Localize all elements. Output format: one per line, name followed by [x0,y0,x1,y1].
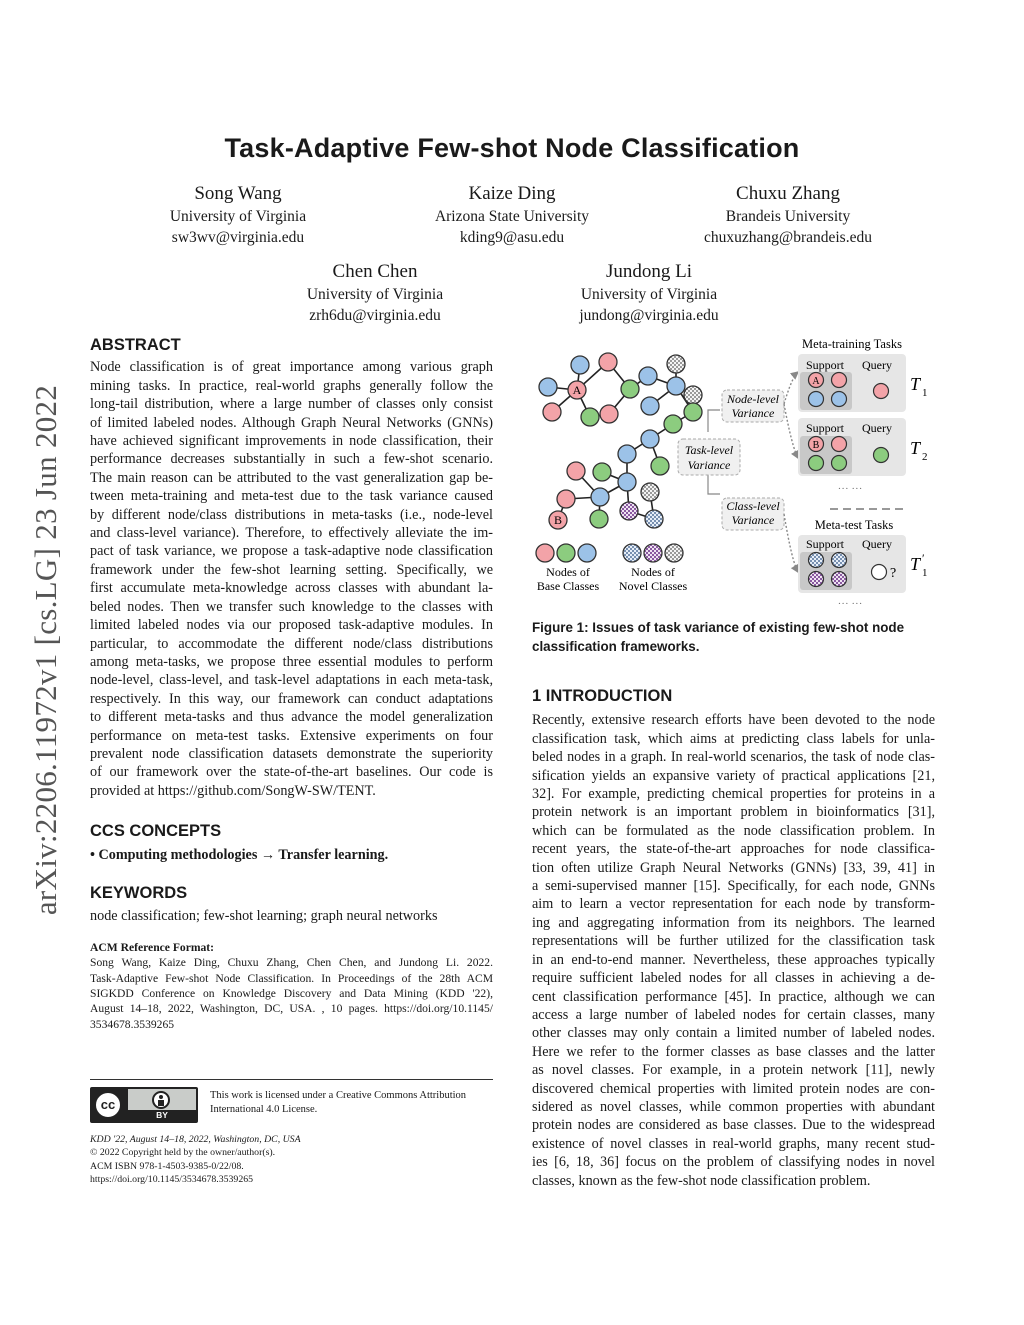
base-legend-line2: Base Classes [536,579,600,593]
author-affiliation: University of Virginia [580,286,718,303]
intro-line: existence of novel classes in real-world graphs, many recent stud- [532,1135,935,1152]
author-name: Chen Chen [332,261,418,282]
abstract-line: long-tail distribution, where a large number of classes only consist [90,396,493,413]
intro-heading: 1 INTRODUCTION [532,687,673,705]
intro-line: access a large number of labeled nodes for certain classes, many [532,1006,935,1023]
abstract-line: to different meta-tasks and thus advance the model generalization [90,709,493,726]
abstract-heading: ABSTRACT [90,336,181,354]
abstract-line: mining tasks. In practice, real-world graphs generally follow the [90,377,493,394]
license-footer: KDD '22, August 14–18, 2022, Washington, DC, USA © 2022 Copyright held by the owner/author(s). ACM ISBN 978-1-4503-9385-0/22/08. https://doi.org/10.1145/3534678.3539265 [90,1134,301,1186]
author-card [658,182,918,248]
task1-query: Query [862,358,892,372]
keywords-heading: KEYWORDS [90,883,188,902]
author-affiliation: Arizona State University [434,208,590,225]
intro-line: representations will be further utilized for the classification task [532,933,935,950]
class-level-l1: Class-level [726,499,780,513]
author-name: Jundong Li [605,261,693,282]
abstract-line: first accumulate meta-knowledge across classes with abundant la- [90,580,493,597]
intro-line: beled nodes in a graph. In real-world scenarios, the task of node clas- [532,749,935,766]
author-email[interactable]: kding9@asu.edu [459,229,565,246]
paper-title: Task-Adaptive Few-shot Node Classification [224,133,800,163]
author-affiliation: University of Virginia [306,286,444,303]
svg-text:1: 1 [922,567,928,579]
figure-1 [530,332,940,612]
intro-line: classes, known as the few-shot node classification problem. [532,1172,871,1189]
intro-line: ing and aggregating information from its neighbors. The learned [532,914,935,931]
svg-text:A: A [812,376,820,387]
intro-line: Recently, extensive research efforts have been devoted to the node [532,712,935,729]
ccs-text: • Computing methodologies → Transfer learning. [90,846,389,863]
figure-caption: Figure 1: Issues of task variance of existing few-shot node classification frameworks. [532,620,905,654]
svg-text:··· ···: ··· ··· [837,598,863,610]
intro-line: ies [6, 18, 36] focus on the problem of classifying nodes in novel [532,1154,935,1171]
task2-query: Query [862,421,892,435]
meta-training-title: Meta-training Tasks [802,337,902,351]
graph-nodes [539,353,702,529]
acm-ref-body [90,955,493,1032]
abstract-line: node-level, class-level, and task-level adaptations in each meta-task, [90,672,493,689]
acm-ref-line: August 14–18, 2022, Washington, DC, USA. , 10 pages. https://doi.org/10.1145/ [90,1002,493,1016]
task1-support: Support [805,358,845,372]
arxiv-stamp [16,360,76,940]
abstract-line: tween meta-training and meta-test due to the task variance caused [90,488,493,505]
intro-line: sidered as novel classes, while common properties with abundant [532,1098,935,1115]
intro-line: protein nodes are considered as base classes. Due to the widespread [532,1117,935,1134]
acm-ref-line: SIGKDD Conference on Knowledge Discovery and Data Mining (KDD '22), [90,987,493,1000]
right-column [532,687,935,1190]
intro-line: recent years, the state-of-the-art approaches for node classifica- [532,841,935,858]
intro-line: in an end-to-end manner. Nevertheless, these approaches typically [532,951,935,968]
acm-ref-line: Task-Adaptive Few-shot Node Classification. In Proceedings of the 28th ACM [90,971,493,985]
node-level-l2: Variance [731,406,775,420]
svg-text:B: B [812,440,820,451]
svg-text:′: ′ [922,551,925,565]
arxiv-id: arXiv:2206.11972v1 [cs.LG] 23 Jun 2022 [28,384,63,916]
cc-icon: cc [94,1091,122,1119]
intro-line: require sufficient labeled nodes for all classes in achieving a de- [532,970,935,987]
acm-ref-line: Song Wang, Kaize Ding, Chuxu Zhang, Chen Chen, and Jundong Li. 2022. [90,956,493,970]
author-email[interactable]: sw3wv@virginia.edu [171,229,305,246]
test-question-mark: ? [890,566,897,581]
license-rule [90,1079,493,1080]
acm-ref-heading: ACM Reference Format: [90,940,215,954]
abstract-line: particular, to accommodate the different node/class distributions [90,635,493,652]
cc-by-badge [90,1087,198,1123]
license-text: This work is licensed under a Creative Commons Attribution International 4.0 License. [210,1090,467,1115]
person-icon [152,1091,170,1109]
task-level-l2: Variance [687,458,731,472]
label-b: B [553,513,563,527]
author-card [245,260,505,326]
task2-support: Support [805,421,845,435]
abstract-line: and class-level variance). Therefore, to effectively alleviate the im- [90,525,493,542]
intro-line: which can be formulated as the node classification problem. In [532,822,935,839]
keywords-text: node classification; few-shot learning; graph neural networks [90,908,438,925]
abstract-line: performance on meta-test tasks. Extensive experiments on four [90,727,493,744]
abstract-line: have achieved significant improvements in node classification, their [90,433,493,450]
svg-text:2: 2 [922,451,928,463]
intro-line: discovered chemical properties with limited protein nodes are con- [532,1080,935,1097]
intro-line: protein network is an important problem in bioinformatics [31], [532,804,935,821]
meta-test-title: Meta-test Tasks [814,518,894,532]
abstract-line: of limited labeled nodes. Although Graph Neural Networks (GNNs) [90,414,493,431]
by-label: BY [128,1110,196,1121]
by-panel [128,1089,196,1121]
author-affiliation: University of Virginia [169,208,307,225]
intro-line: 32]. For example, predicting chemical properties for proteins in a [532,786,935,803]
abstract-line: by different node/class distributions in meta-tasks (i.e., node-level [90,506,493,523]
abstract-line: Node classification is of great importance among various graph [90,359,493,376]
abstract-line: The main reason can be attributed to the vast generalization gap be- [90,469,493,486]
svg-text:1: 1 [922,387,928,399]
abstract-line: provided at https://github.com/SongW-SW/TENT. [90,782,376,799]
author-email[interactable]: chuxuzhang@brandeis.edu [704,229,872,246]
intro-line: as novel classes. For example, in a protein network [11], newly [532,1062,935,1079]
test-support: Support [805,537,845,551]
abstract-line: of our framework over the state-of-the-art baselines. Our code is [90,764,493,781]
author-affiliation: Brandeis University [725,208,851,225]
test-task-symbol: T [910,554,921,574]
legend-nodes [536,544,683,562]
task2-symbol: T [910,438,921,458]
intro-line: classification task, which aims at predicting class labels for unla- [532,730,935,747]
task-level-l1: Task-level [684,443,734,457]
author-email[interactable]: zrh6du@virginia.edu [309,307,441,324]
svg-text:··· ···: ··· ··· [837,483,863,495]
intro-line: other classes may only contain a limited number of labeled nodes. [532,1025,935,1042]
acm-ref-line: 3534678.3539265 [90,1017,175,1031]
author-name: Song Wang [194,183,282,204]
author-email[interactable]: jundong@virginia.edu [579,307,719,324]
author-name: Kaize Ding [468,183,556,204]
left-column [90,336,493,1032]
ccs-heading: CCS CONCEPTS [90,822,222,841]
intro-line: tion often utilize Graph Neural Networks (GNNs) [33, 39, 41] in [532,859,935,876]
intro-line: sification yields an expansive variety of practical applications [21, [532,767,935,784]
abstract-line: beled nodes. Then we transfer such knowledge to the classes with [90,598,493,615]
intro-line: a semi-supervised manner [15]. Specifically, for each node, GNNs [532,878,935,895]
author-card [519,260,779,326]
author-card [108,182,368,248]
intro-line: Here we refer to the former classes as base classes and the latter [532,1043,935,1060]
test-query: Query [862,537,892,551]
abstract-line: among meta-tasks, we propose three essential modules to perform [90,653,493,670]
abstract-body [90,358,493,800]
abstract-line: performance decreases substantially in such a few-shot scenario. [90,451,493,468]
author-name: Chuxu Zhang [736,183,840,204]
base-legend-line1: Nodes of [546,565,590,579]
author-card [382,182,642,248]
novel-legend-line2: Novel Classes [618,579,688,593]
abstract-line: limited labeled nodes via our proposed task-adaptive modules. In [90,617,493,634]
intro-body [532,711,935,1190]
class-level-l2: Variance [731,513,775,527]
node-level-l1: Node-level [727,392,779,406]
label-a: A [572,383,582,397]
intro-line: cent classification performance [45]. In practice, although we can [532,988,935,1005]
novel-legend-line1: Nodes of [631,565,675,579]
task1-symbol: T [910,374,921,394]
abstract-line: pact of task variance, we propose a task-adaptive node classification [90,543,493,560]
abstract-line: prevalent node classification datasets demonstrate the superiority [90,745,493,762]
abstract-line: respectively. In this way, our framework can conduct adaptations [90,690,493,707]
intro-line: aim to learn a vector representation for each node by transform- [532,896,935,913]
abstract-line: framework under the few-shot learning setting. Specifically, we [90,561,493,578]
